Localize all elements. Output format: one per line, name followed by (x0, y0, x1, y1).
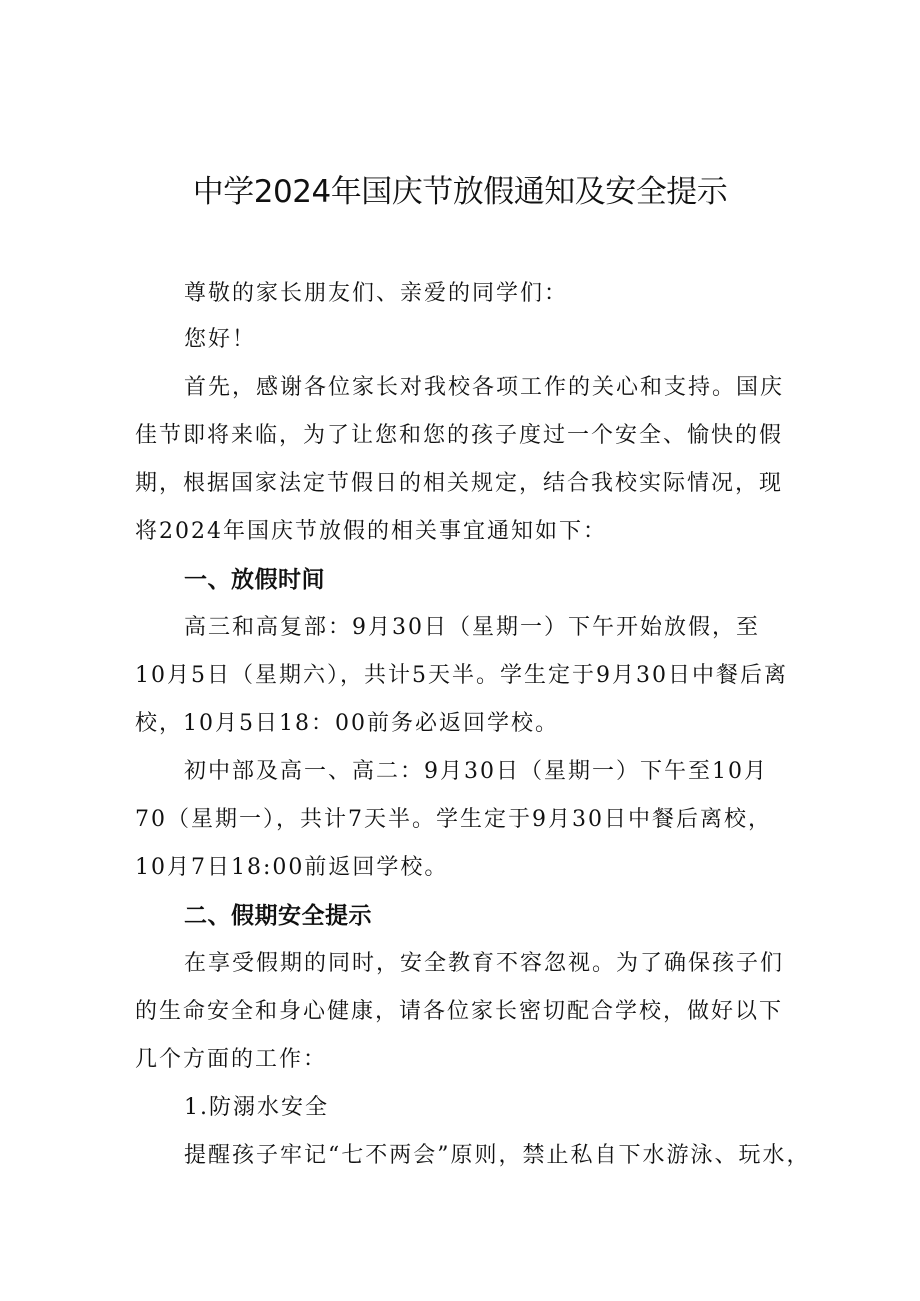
senior-holiday-schedule: 高三和高复部：9月30日（星期一）下午开始放假，至10月5日（星期六），共计5天半。学生定于9月30日中餐后离校，10月5日18：00前务必返回学校。 (135, 615, 788, 736)
section-heading-holiday-time: 一、放假时间 (184, 567, 325, 593)
drowning-safety-text: 提醒孩子牢记“七不两会”原则，禁止私自下水游泳、玩水， (184, 1143, 811, 1168)
intro-paragraph: 首先，感谢各位家长对我校各项工作的关心和支持。国庆佳节即将来临，为了让您和您的孩子度过一个安全、愉快的假期，根据国家法定节假日的相关规定，结合我校实际情况，现将2024年国庆节放假的相关事宜通知如下： (135, 375, 785, 544)
salutation: 尊敬的家长朋友们、亲爱的同学们： (184, 281, 569, 306)
greeting: 您好！ (184, 327, 257, 352)
drowning-safety-heading: 1.防溺水安全 (184, 1095, 329, 1120)
document-title: 中学2024年国庆节放假通知及安全提示 (192, 174, 728, 210)
safety-intro-paragraph: 在享受假期的同时，安全教育不容忽视。为了确保孩子们的生命安全和身心健康，请各位家长密切配合学校，做好以下几个方面的工作： (135, 951, 785, 1072)
junior-holiday-schedule: 初中部及高一、高二：9月30日（星期一）下午至10月70（星期一），共计7天半。学生定于9月30日中餐后离校，10月7日18:00前返回学校。 (135, 759, 772, 880)
section-heading-safety-tips: 二、假期安全提示 (184, 903, 372, 929)
